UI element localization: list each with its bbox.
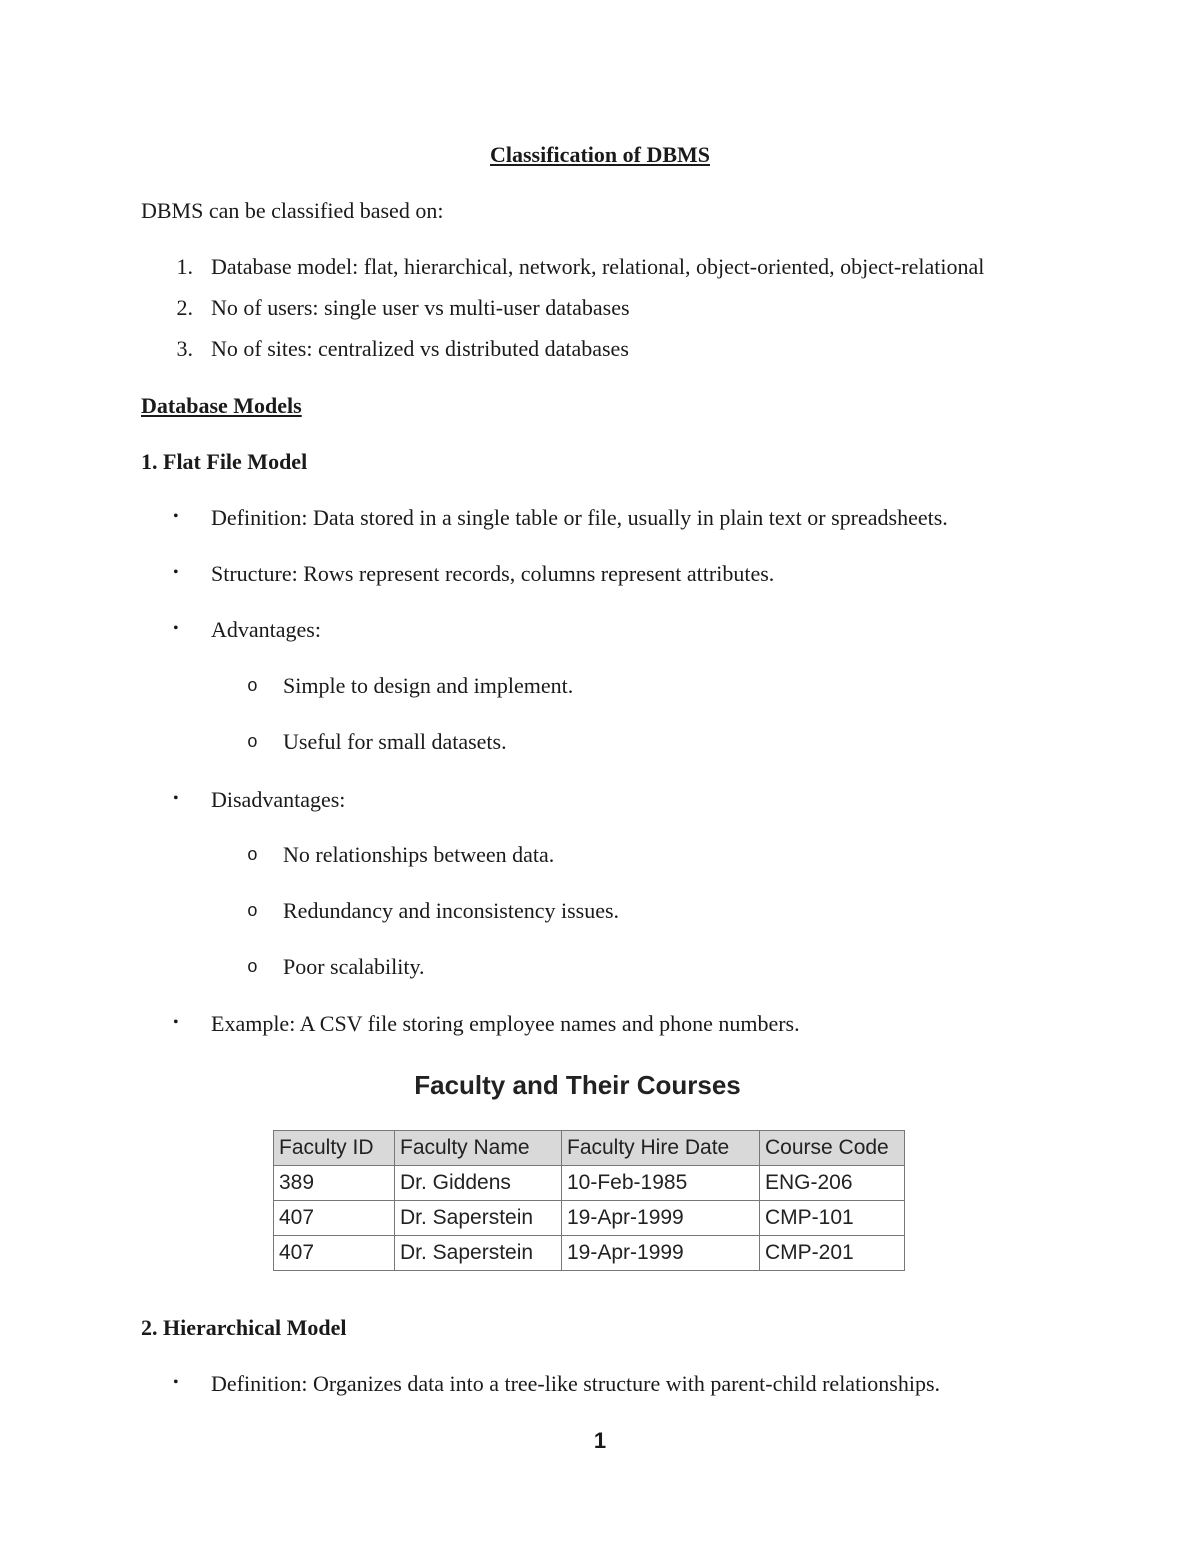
sub-bullet-icon: o [247, 846, 258, 866]
table-cell: 407 [274, 1201, 395, 1236]
subsection-heading: 1. Flat File Model [141, 449, 308, 474]
table-cell: 389 [274, 1166, 395, 1201]
sub-bullet-icon: o [247, 902, 258, 922]
disadvantage-item: No relationships between data. [283, 842, 555, 867]
advantage-item: Simple to design and implement. [283, 673, 574, 698]
table-cell: Dr. Giddens [395, 1166, 562, 1201]
section-heading: Database Models [141, 393, 302, 418]
list-number: 3. [176, 336, 193, 361]
table-cell: Dr. Saperstein [395, 1236, 562, 1271]
column-header: Faculty ID [274, 1131, 395, 1166]
column-header: Faculty Name [395, 1131, 562, 1166]
page-number: 1 [593, 1428, 607, 1453]
table-row [274, 1166, 905, 1201]
definition-item: Definition: Organizes data into a tree-like structure with parent-child relationships. [211, 1371, 941, 1396]
table-row [274, 1236, 905, 1271]
table-title: Faculty and Their Courses [414, 1070, 741, 1100]
disadvantage-item: Redundancy and inconsistency issues. [283, 898, 620, 923]
list-item: No of sites: centralized vs distributed databases [211, 336, 629, 361]
table-row [274, 1201, 905, 1236]
table-cell: 10-Feb-1985 [562, 1166, 760, 1201]
column-header: Faculty Hire Date [562, 1131, 760, 1166]
disadvantage-item: Poor scalability. [283, 954, 425, 979]
sub-bullet-icon: o [247, 677, 258, 697]
list-item: No of users: single user vs multi-user databases [211, 295, 630, 320]
list-number: 1. [176, 254, 193, 279]
list-number: 2. [176, 295, 193, 320]
bullet-icon: • [173, 508, 179, 525]
advantages-label: Advantages: [211, 617, 321, 642]
column-header: Course Code [760, 1131, 905, 1166]
bullet-icon: • [173, 790, 179, 807]
bullet-icon: • [173, 564, 179, 581]
structure-item: Structure: Rows represent records, columns represent attributes. [211, 561, 775, 586]
example-item: Example: A CSV file storing employee names and phone numbers. [211, 1011, 800, 1036]
table-header-row [274, 1131, 905, 1166]
faculty-table [273, 1130, 905, 1271]
list-item: Database model: flat, hierarchical, network, relational, object-oriented, object-relational [211, 254, 985, 279]
disadvantages-label: Disadvantages: [211, 787, 346, 812]
intro-paragraph: DBMS can be classified based on: [141, 198, 444, 223]
advantage-item: Useful for small datasets. [283, 729, 507, 754]
sub-bullet-icon: o [247, 733, 258, 753]
bullet-icon: • [173, 1014, 179, 1031]
table-cell: CMP-101 [760, 1201, 905, 1236]
subsection-heading: 2. Hierarchical Model [141, 1315, 347, 1340]
bullet-icon: • [173, 620, 179, 637]
table-cell: 19-Apr-1999 [562, 1201, 760, 1236]
table-cell: Dr. Saperstein [395, 1201, 562, 1236]
table-cell: ENG-206 [760, 1166, 905, 1201]
document-title: Classification of DBMS [490, 142, 710, 167]
table-cell: CMP-201 [760, 1236, 905, 1271]
table-cell: 19-Apr-1999 [562, 1236, 760, 1271]
definition-item: Definition: Data stored in a single table or file, usually in plain text or spreadsheets. [211, 505, 948, 530]
sub-bullet-icon: o [247, 958, 258, 978]
bullet-icon: • [173, 1374, 179, 1391]
table-cell: 407 [274, 1236, 395, 1271]
